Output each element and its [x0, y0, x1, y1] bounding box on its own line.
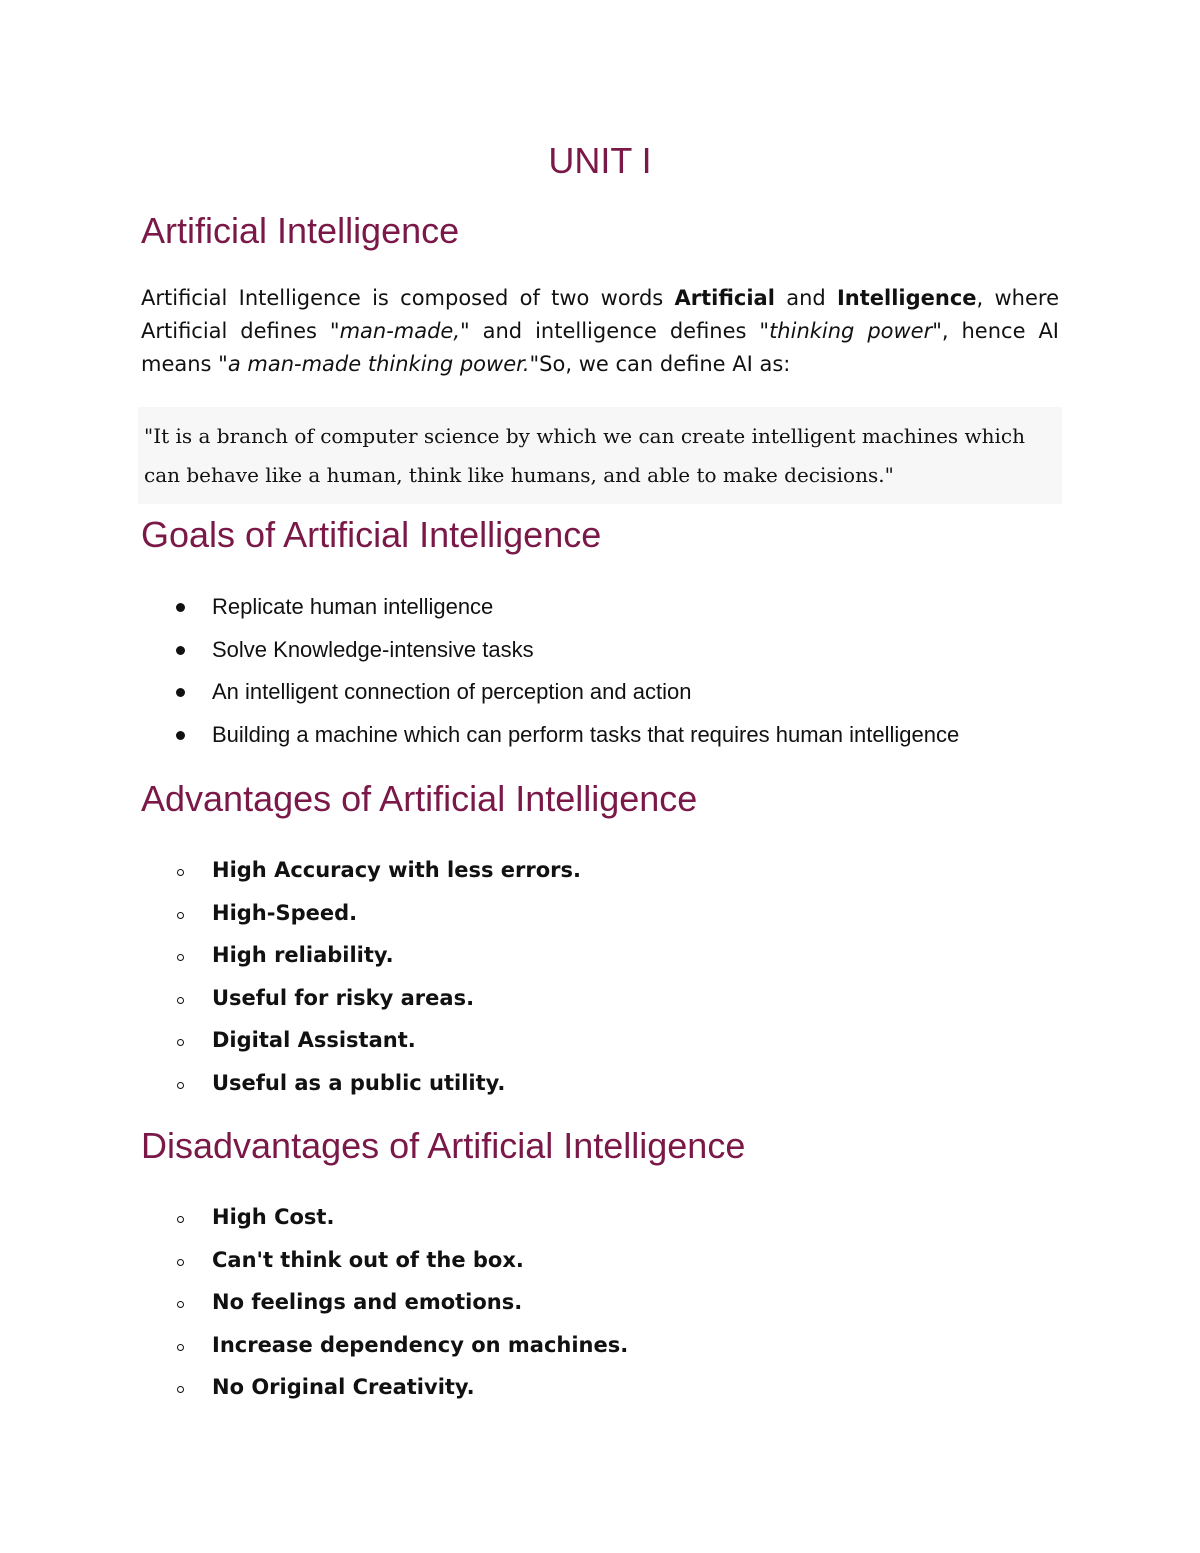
list-item-text: High reliability. [212, 943, 394, 968]
list-item-text: Can't think out of the box. [212, 1247, 524, 1272]
list-item [141, 675, 959, 718]
list-item [141, 938, 581, 981]
list-item [141, 981, 581, 1024]
list-item [141, 718, 959, 761]
list-item [141, 1066, 581, 1109]
heading-advantages: Advantages of Artificial Intelligence [141, 778, 698, 819]
list-item [141, 1200, 628, 1243]
intro-text: and [774, 286, 837, 310]
circle-bullet-icon [177, 1039, 184, 1046]
intro-bold-artificial: Artificial [674, 286, 775, 310]
list-item [141, 1023, 581, 1066]
definition-quote: "It is a branch of computer science by which we can create intelligent machines which can behave like a human, think like humans, and able to make decisions." [138, 407, 1062, 504]
list-item [141, 590, 959, 633]
bullet-icon [176, 688, 185, 697]
list-item-text: An intelligent connection of perception and action [212, 679, 692, 704]
circle-bullet-icon [177, 1344, 184, 1351]
list-item-text: Solve Knowledge-intensive tasks [212, 636, 534, 662]
disadvantages-list [141, 1200, 628, 1413]
advantages-list [141, 853, 581, 1109]
circle-bullet-icon [177, 1216, 184, 1223]
list-item [141, 896, 581, 939]
intro-text: Artificial Intelligence is composed of two words [141, 286, 675, 310]
intro-text: ", hence AI means " [141, 319, 1059, 376]
intro-text: , where Artificial defines " [141, 286, 1059, 343]
heading-goals: Goals of Artificial Intelligence [141, 514, 602, 555]
circle-bullet-icon [177, 1386, 184, 1393]
list-item [141, 1370, 628, 1413]
intro-paragraph [141, 282, 1059, 381]
intro-italic-definition: a man-made thinking power. [227, 352, 530, 376]
goals-list [141, 590, 959, 760]
list-item-text: No feelings and emotions. [212, 1290, 523, 1315]
circle-bullet-icon [177, 869, 184, 876]
list-item-text: Useful as a public utility. [212, 1070, 506, 1095]
intro-bold-intelligence: Intelligence [836, 286, 977, 310]
list-item-text: Replicate human intelligence [212, 594, 494, 619]
list-item [141, 633, 959, 676]
list-item-text: High-Speed. [212, 900, 358, 925]
list-item-text: Increase dependency on machines. [212, 1332, 629, 1357]
list-item-text: Digital Assistant. [212, 1028, 416, 1053]
bullet-icon [176, 731, 185, 740]
list-item-text: High Cost. [212, 1205, 335, 1229]
intro-text: "So, we can define AI as: [529, 352, 791, 376]
circle-bullet-icon [177, 954, 184, 961]
list-item [141, 1285, 628, 1328]
list-item-text: Useful for risky areas. [212, 985, 475, 1010]
intro-text: " and intelligence defines " [460, 319, 770, 343]
heading-artificial-intelligence: Artificial Intelligence [141, 210, 460, 251]
list-item [141, 853, 581, 896]
intro-italic-man-made: man-made, [339, 319, 461, 343]
circle-bullet-icon [177, 1259, 184, 1266]
circle-bullet-icon [177, 1082, 184, 1089]
bullet-icon [176, 646, 185, 655]
bullet-icon [176, 603, 185, 612]
list-item-text: No Original Creativity. [212, 1375, 475, 1400]
circle-bullet-icon [177, 912, 184, 919]
list-item-text: High Accuracy with less errors. [212, 858, 582, 882]
intro-italic-thinking-power: thinking power [769, 319, 933, 343]
list-item [141, 1328, 628, 1371]
heading-disadvantages: Disadvantages of Artificial Intelligence [141, 1125, 746, 1166]
list-item-text: Building a machine which can perform tasks that requires human intelligence [212, 721, 960, 747]
circle-bullet-icon [177, 997, 184, 1004]
unit-title: UNIT I [548, 140, 652, 181]
list-item [141, 1243, 628, 1286]
circle-bullet-icon [177, 1301, 184, 1308]
